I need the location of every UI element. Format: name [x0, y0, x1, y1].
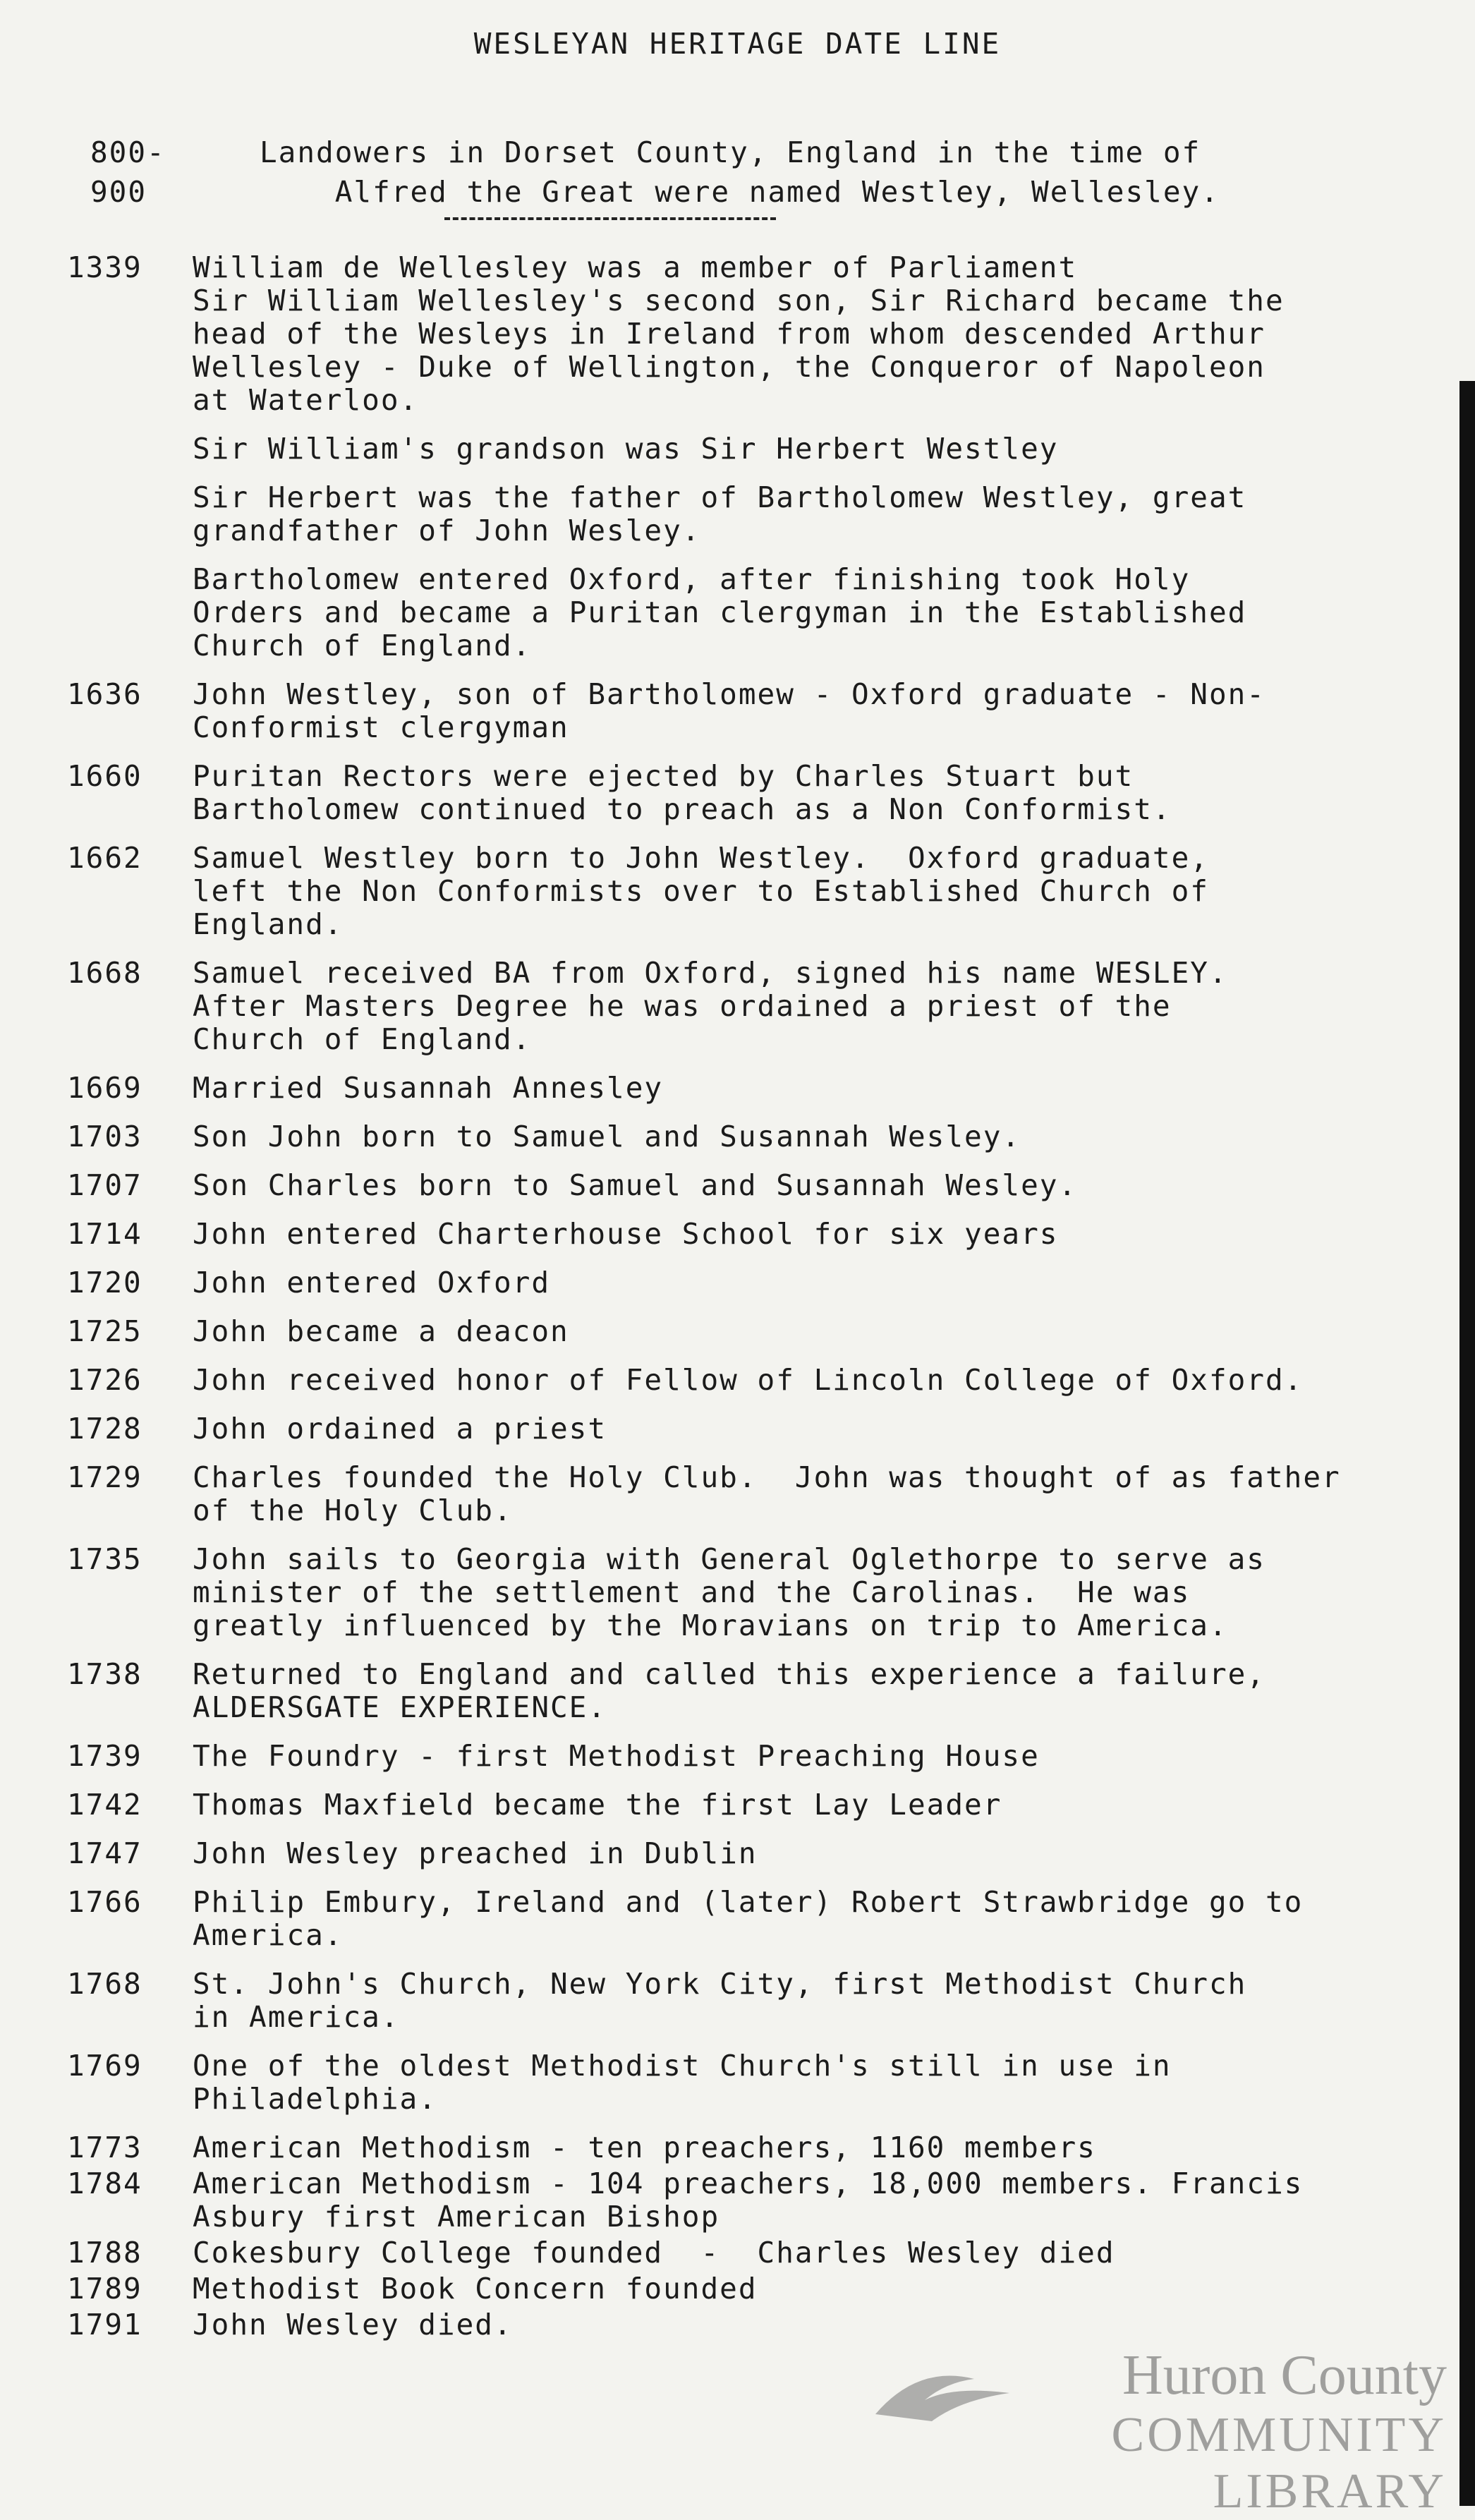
timeline-entry: [67, 481, 1450, 547]
entry-text: John became a deacon: [193, 1314, 569, 1348]
entry-text: John entered Oxford: [193, 1266, 550, 1300]
entry-text: American Methodism - 104 preachers, 18,000 members. Francis Asbury first American Bishop: [193, 2167, 1304, 2234]
entry-year: 1669: [67, 1071, 142, 1105]
timeline-entry: [67, 1218, 1450, 1251]
entry-year: 1768: [67, 1967, 142, 2001]
entry-text: Sir William's grandson was Sir Herbert Westley: [193, 432, 1059, 466]
timeline-entry: [67, 2131, 1450, 2164]
entry-text: Methodist Book Concern founded: [193, 2272, 758, 2306]
entry-year: 1773: [67, 2131, 142, 2164]
entry-text: John sails to Georgia with General Oglethorpe to serve as minister of the settlement and the Carolinas. He was greatly influenced by the Moravians on trip to America.: [193, 1542, 1265, 1642]
timeline-list: [67, 251, 1450, 2344]
entry-text: John entered Charterhouse School for six years: [193, 1217, 1059, 1251]
entry-text: St. John's Church, New York City, first Methodist Church in America.: [193, 1967, 1247, 2034]
entry-text: John Westley, son of Bartholomew - Oxford graduate - Non- Conformist clergyman: [193, 677, 1265, 744]
entry-year: 1726: [67, 1363, 142, 1397]
entry-year: 1742: [67, 1788, 142, 1822]
entry-text: Son Charles born to Samuel and Susannah Wesley.: [193, 1168, 1078, 1202]
entry-year: 1747: [67, 1836, 142, 1870]
intro-year: 800-900: [90, 135, 166, 209]
timeline-entry: [67, 1072, 1450, 1105]
entry-text: Puritan Rectors were ejected by Charles Stuart but Bartholomew continued to preach as a Non Conformist.: [193, 759, 1172, 826]
watermark-line1: Huron County: [1122, 2344, 1447, 2406]
document-title: WESLEYAN HERITAGE DATE LINE: [473, 27, 1002, 61]
timeline-entry: [67, 432, 1450, 466]
timeline-entry: [67, 563, 1450, 662]
timeline-entry: [67, 1169, 1450, 1202]
entry-year: 1791: [67, 2308, 142, 2342]
entry-text: John Wesley died.: [193, 2308, 513, 2342]
timeline-entry: [67, 1461, 1450, 1527]
entry-year: 1707: [67, 1168, 142, 1202]
timeline-entry: [67, 2049, 1450, 2116]
entry-text: John ordained a priest: [193, 1412, 607, 1446]
timeline-entry: [67, 1315, 1450, 1348]
library-watermark: [868, 2344, 1447, 2519]
entry-year: 1729: [67, 1460, 142, 1494]
timeline-entry: [67, 1886, 1450, 1952]
timeline-entry: [67, 678, 1450, 744]
watermark-line2: COMMUNITY LIBRARY: [1111, 2408, 1447, 2519]
entry-text: Philip Embury, Ireland and (later) Robert Strawbridge go to America.: [193, 1885, 1304, 1952]
entry-year: 1769: [67, 2049, 142, 2083]
entry-text: John received honor of Fellow of Lincoln College of Oxford.: [193, 1363, 1304, 1397]
entry-text: Son John born to Samuel and Susannah Wesley.: [193, 1120, 1021, 1153]
entry-text: Samuel Westley born to John Westley. Oxford graduate, left the Non Conformists over to Established Church of England.: [193, 841, 1209, 941]
entry-text: The Foundry - first Methodist Preaching House: [193, 1739, 1040, 1773]
entry-year: 1636: [67, 677, 142, 711]
entry-year: 1728: [67, 1412, 142, 1446]
timeline-entry: [67, 1740, 1450, 1773]
timeline-entry: [67, 1788, 1450, 1822]
entry-year: 1714: [67, 1217, 142, 1251]
entry-text: John Wesley preached in Dublin: [193, 1836, 758, 1870]
intro-text: Landowers in Dorset County, England in the time of Alfred the Great were named Westley, Wellesley.: [260, 135, 1220, 209]
timeline-entry: [67, 2236, 1450, 2270]
timeline-entry: [67, 1837, 1450, 1870]
entry-text: Married Susannah Annesley: [193, 1071, 664, 1105]
entry-year: 1738: [67, 1657, 142, 1691]
timeline-entry: [67, 1658, 1450, 1724]
entry-year: 1784: [67, 2167, 142, 2200]
timeline-entry: [67, 1968, 1450, 2034]
timeline-entry: [67, 760, 1450, 826]
entry-year: 1766: [67, 1885, 142, 1919]
entry-year: 1739: [67, 1739, 142, 1773]
entry-text: Cokesbury College founded - Charles Wesley died: [193, 2236, 1115, 2270]
entry-text: One of the oldest Methodist Church's still in use in Philadelphia.: [193, 2049, 1172, 2116]
entry-text: Bartholomew entered Oxford, after finishing took Holy Orders and became a Puritan clergyman in the Established Church of England.: [193, 562, 1247, 662]
entry-year: 1703: [67, 1120, 142, 1153]
entry-year: 1788: [67, 2236, 142, 2270]
timeline-entry: [67, 1266, 1450, 1300]
entry-year: 1339: [67, 250, 142, 284]
timeline-entry: [67, 2167, 1450, 2234]
entry-year: 1668: [67, 956, 142, 990]
timeline-entry: [67, 1120, 1450, 1153]
entry-year: 1662: [67, 841, 142, 875]
library-logo-icon: [868, 2351, 1024, 2435]
dashed-rule: [444, 217, 776, 220]
timeline-entry: [67, 1412, 1450, 1446]
entry-year: 1720: [67, 1266, 142, 1300]
scan-edge-shadow: [1459, 381, 1475, 2506]
entry-text: Returned to England and called this experience a failure, ALDERSGATE EXPERIENCE.: [193, 1657, 1265, 1724]
entry-text: American Methodism - ten preachers, 1160 members: [193, 2131, 1096, 2164]
entry-year: 1725: [67, 1314, 142, 1348]
entry-year: 1660: [67, 759, 142, 793]
entry-text: Sir Herbert was the father of Bartholomew Westley, great grandfather of John Wesley.: [193, 480, 1247, 547]
timeline-entry: [67, 842, 1450, 941]
timeline-entry: [67, 957, 1450, 1056]
entry-text: Thomas Maxfield became the first Lay Leader: [193, 1788, 1002, 1822]
entry-text: Charles founded the Holy Club. John was thought of as father of the Holy Club.: [193, 1460, 1341, 1527]
timeline-entry: [67, 1364, 1450, 1397]
entry-year: 1735: [67, 1542, 142, 1576]
entry-year: 1789: [67, 2272, 142, 2306]
timeline-entry: [67, 1543, 1450, 1642]
entry-text: Samuel received BA from Oxford, signed his name WESLEY. After Masters Degree he was ordained a priest of the Church of England.: [193, 956, 1228, 1056]
entry-text: William de Wellesley was a member of Parliament Sir William Wellesley's second son, Sir Richard became the head of the Wesleys in Ireland from whom descended Arthur Wellesley - Duke of Wellington, the Conqueror of Napoleon at Waterloo.: [193, 250, 1285, 417]
timeline-entry: [67, 2308, 1450, 2342]
timeline-entry: [67, 251, 1450, 417]
timeline-entry: [67, 2272, 1450, 2306]
